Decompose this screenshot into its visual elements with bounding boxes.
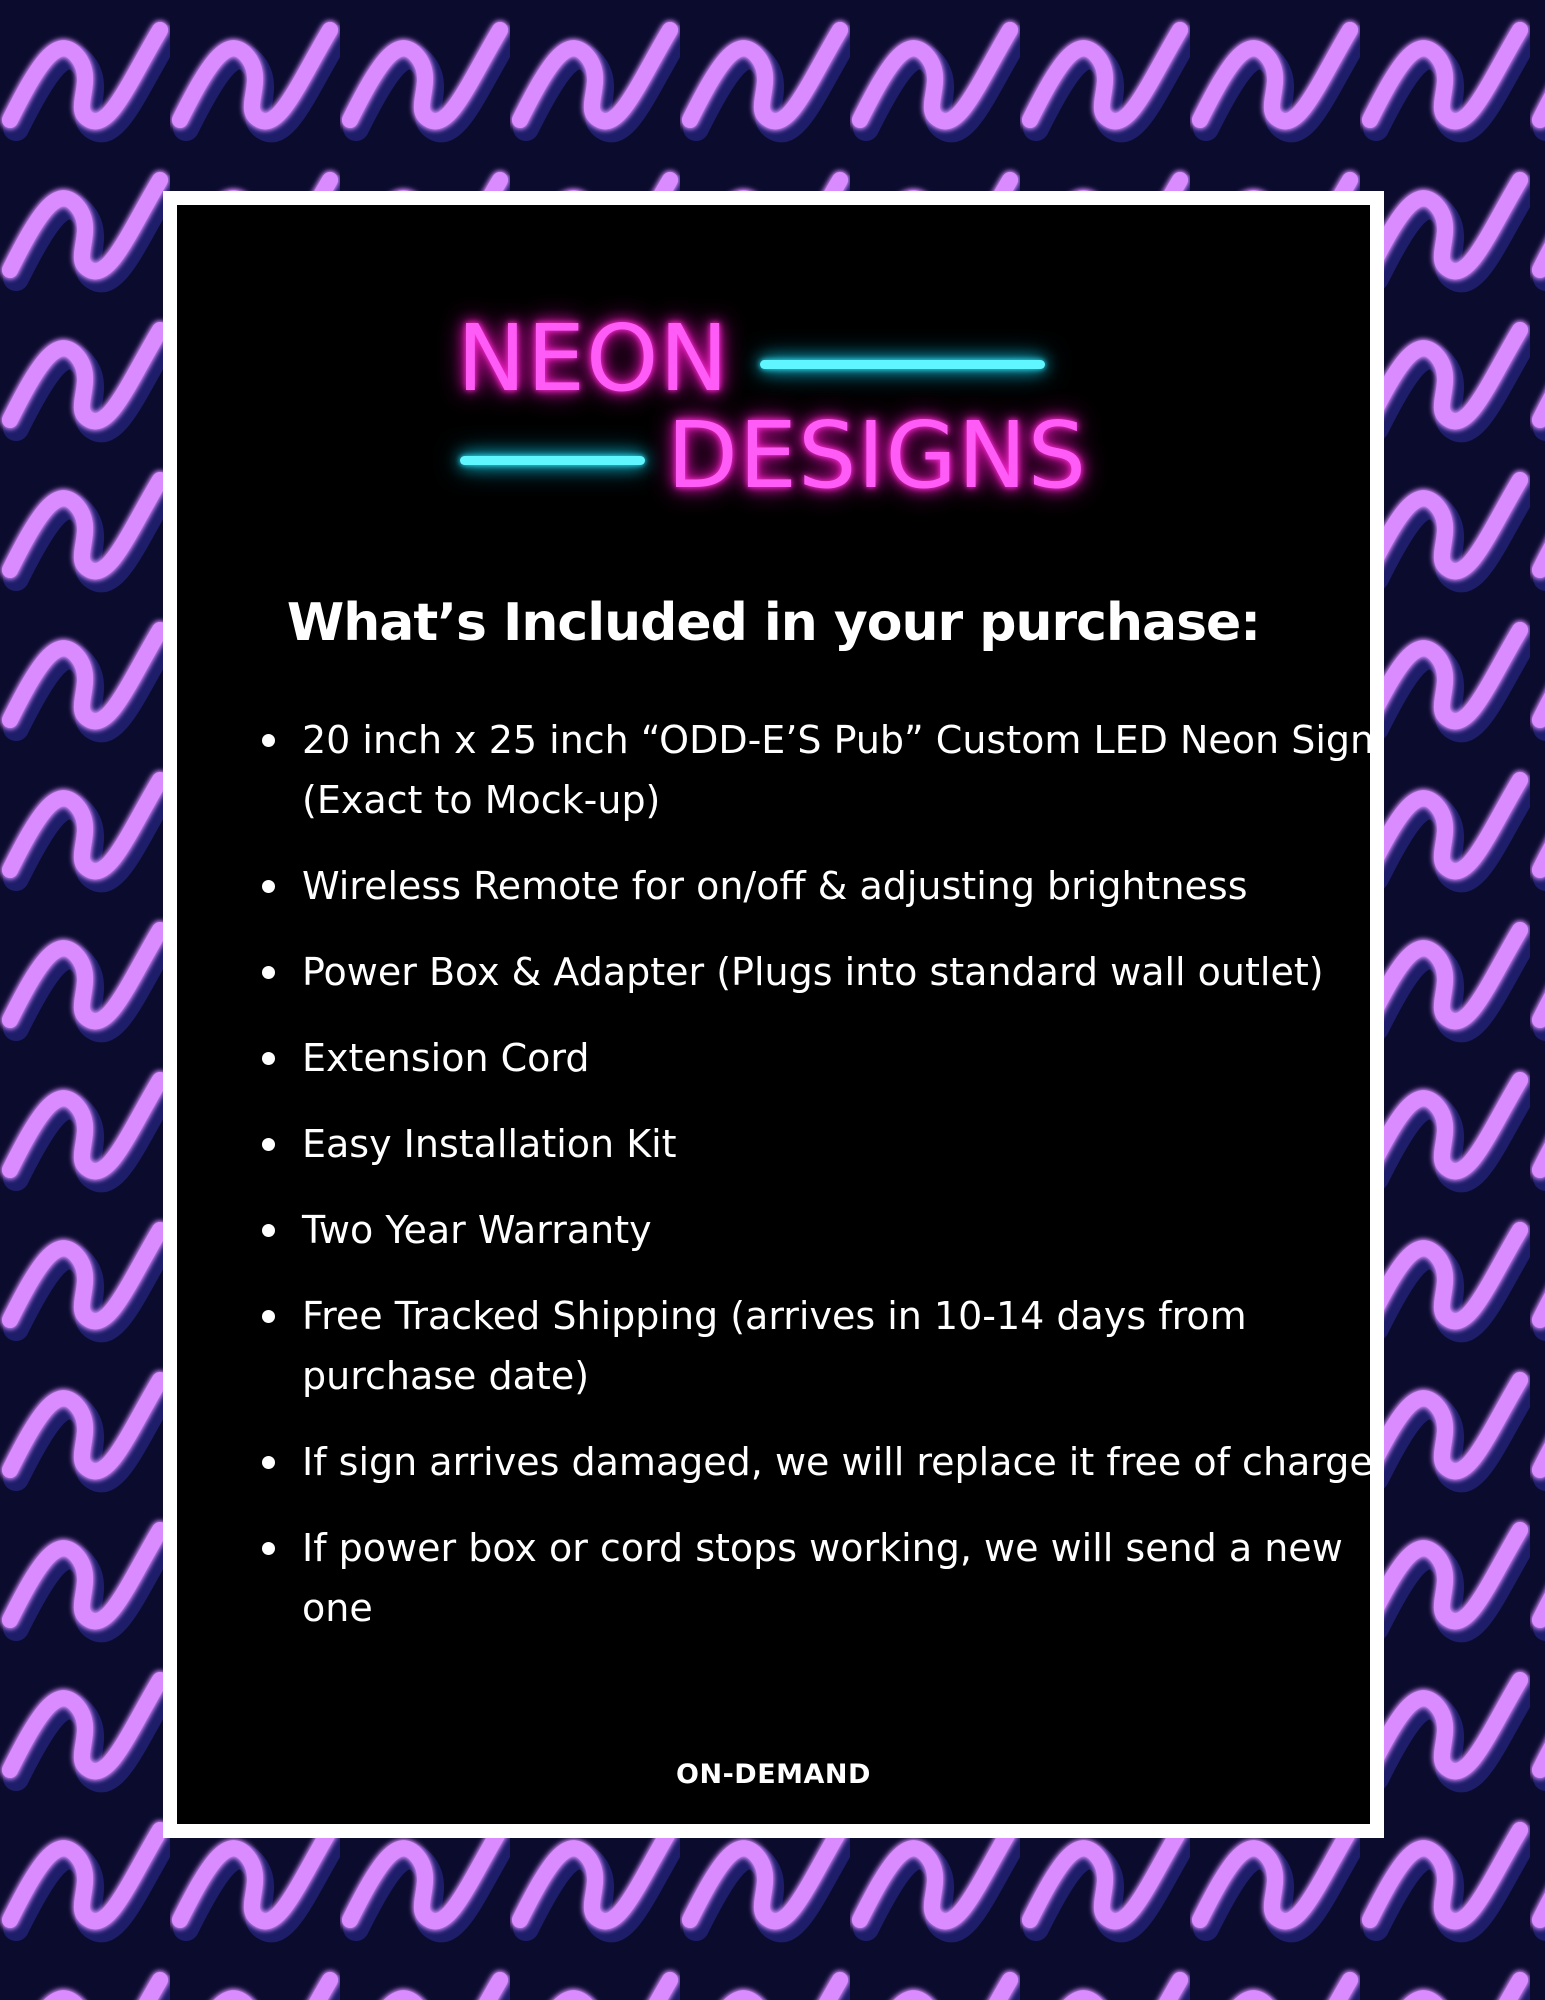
bullet-dot-icon — [262, 1224, 275, 1237]
list-item-text: Power Box & Adapter (Plugs into standard wall outlet) — [302, 950, 1324, 994]
included-items-list — [257, 710, 1377, 1664]
list-item — [257, 942, 1377, 1002]
list-item-text: If sign arrives damaged, we will replace it free of charge — [302, 1440, 1373, 1484]
list-item — [257, 1200, 1377, 1260]
list-item-text: Extension Cord — [302, 1036, 590, 1080]
bullet-dot-icon — [262, 1310, 275, 1323]
bullet-dot-icon — [262, 1456, 275, 1469]
list-item — [257, 1114, 1377, 1174]
list-item — [257, 710, 1377, 830]
logo-neon-bar-top — [760, 360, 1045, 369]
neon-designs-logo — [457, 295, 1137, 515]
bullet-dot-icon — [262, 1542, 275, 1555]
list-item-text: Easy Installation Kit — [302, 1122, 677, 1166]
included-heading: What’s Included in your purchase: — [286, 593, 1261, 653]
on-demand-tag: ON-DEMAND — [676, 1759, 871, 1790]
list-item — [257, 1518, 1377, 1638]
bullet-dot-icon — [262, 1138, 275, 1151]
list-item — [257, 856, 1377, 916]
logo-word-neon: NEON — [457, 305, 730, 412]
logo-neon-bar-bottom — [460, 456, 645, 465]
bullet-dot-icon — [262, 1052, 275, 1065]
list-item — [257, 1028, 1377, 1088]
list-item-text: Free Tracked Shipping (arrives in 10-14 days from purchase date) — [302, 1294, 1247, 1398]
info-card — [163, 191, 1384, 1838]
list-item — [257, 1286, 1377, 1406]
bullet-dot-icon — [262, 880, 275, 893]
list-item-text: Two Year Warranty — [302, 1208, 652, 1252]
bullet-dot-icon — [262, 966, 275, 979]
list-item — [257, 1432, 1377, 1492]
list-item-text: If power box or cord stops working, we will send a new one — [302, 1526, 1343, 1630]
list-item-text: 20 inch x 25 inch “ODD-E’S Pub” Custom LED Neon Sign (Exact to Mock-up) — [302, 718, 1375, 822]
bullet-dot-icon — [262, 734, 275, 747]
list-item-text: Wireless Remote for on/off & adjusting brightness — [302, 864, 1248, 908]
logo-word-designs: DESIGNS — [667, 402, 1088, 509]
